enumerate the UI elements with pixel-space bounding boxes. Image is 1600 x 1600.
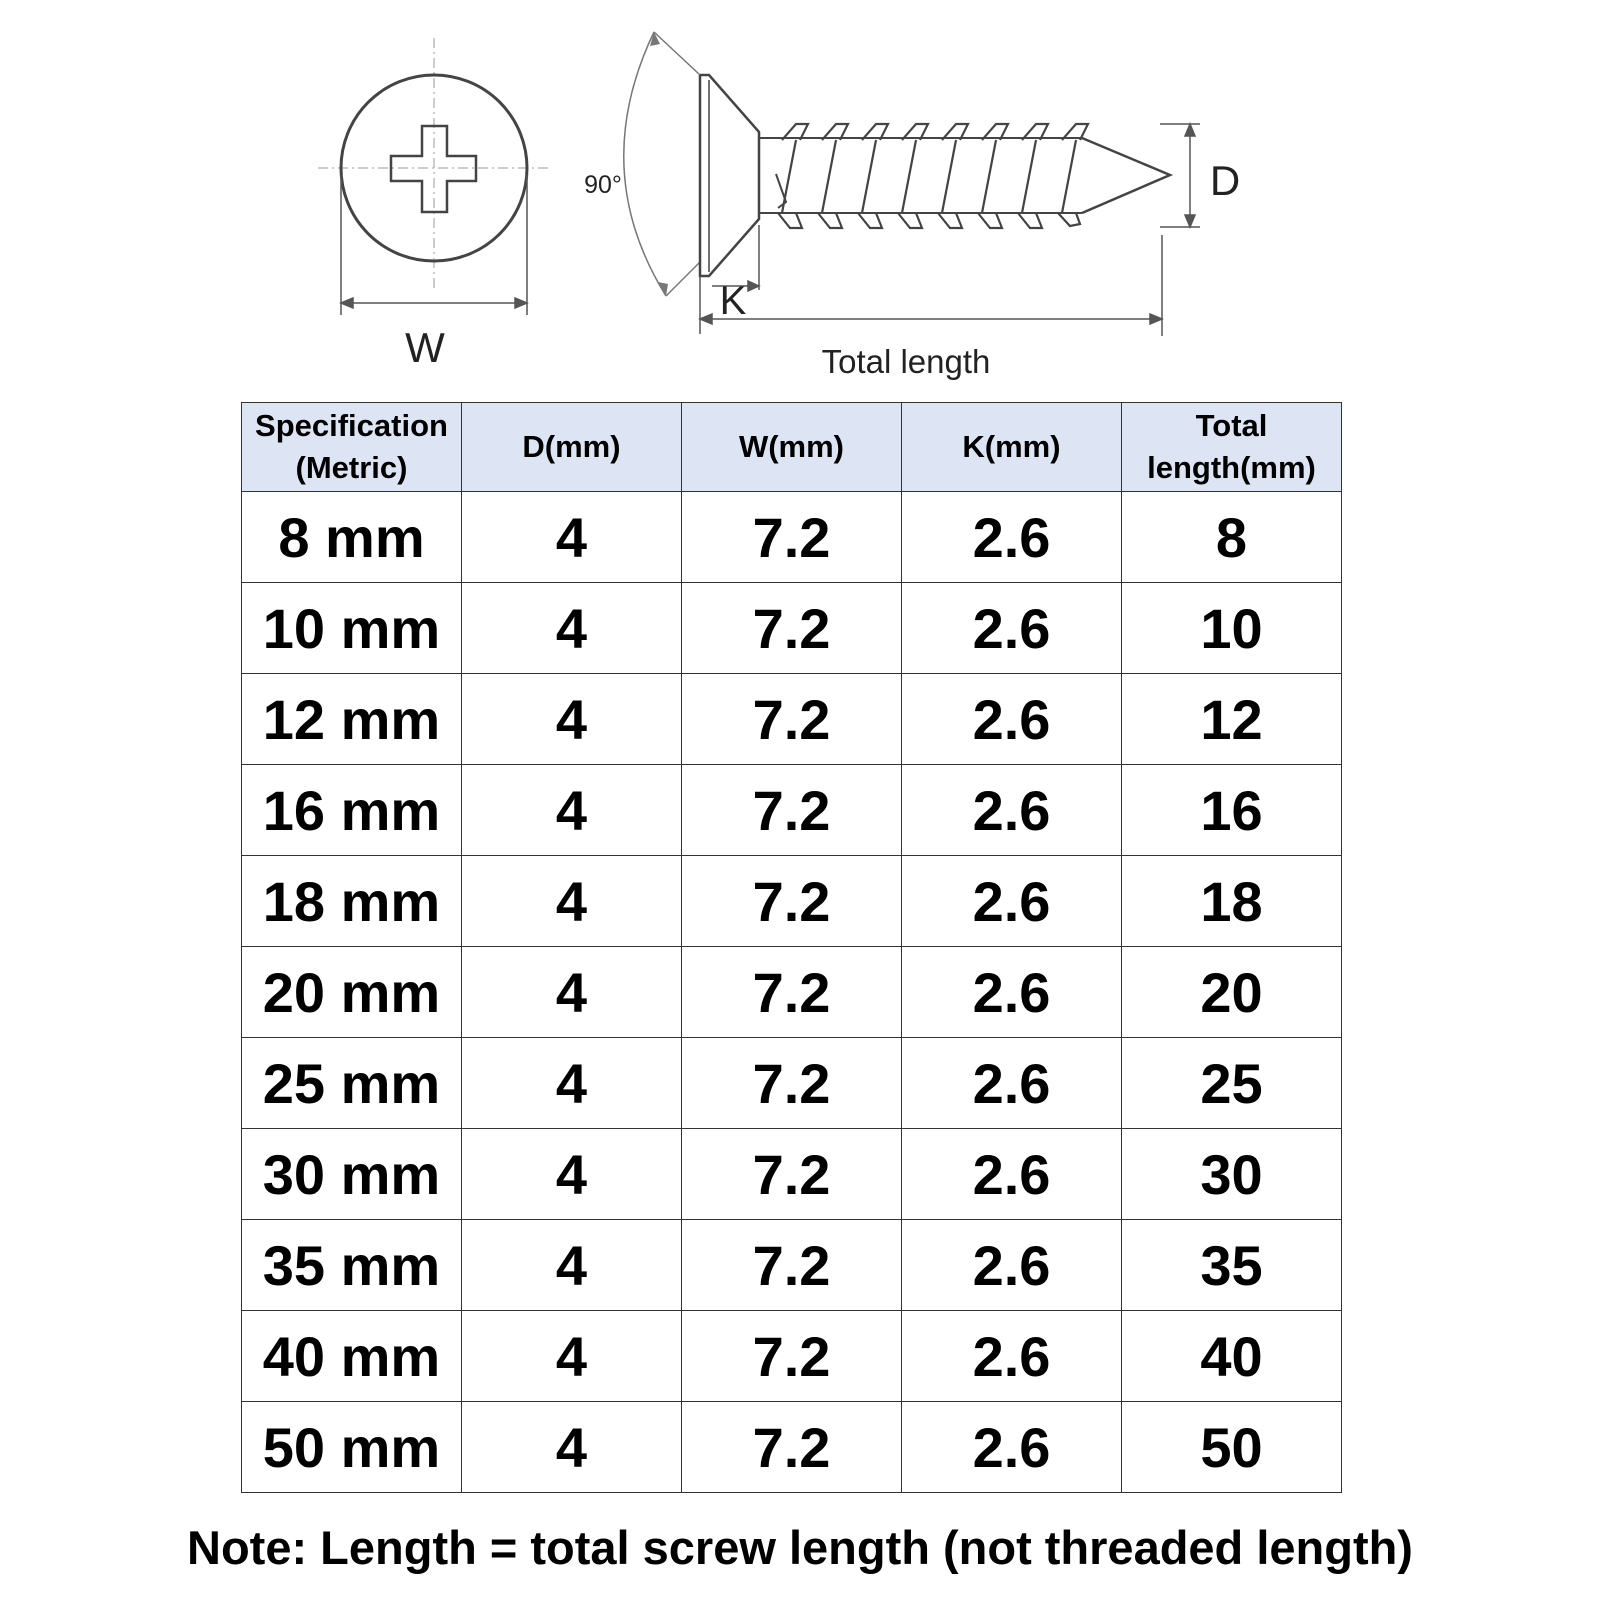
header-text: K(mm) xyxy=(962,429,1061,464)
k-cell: 2.6 xyxy=(902,1311,1122,1402)
k-cell: 2.6 xyxy=(902,1038,1122,1129)
head-width-label: W xyxy=(405,324,445,371)
w-cell: 7.2 xyxy=(682,674,902,765)
k-cell: 2.6 xyxy=(902,1220,1122,1311)
total-length-cell: 30 xyxy=(1122,1129,1342,1220)
spec-cell: 8 mm xyxy=(242,492,462,583)
total-length-cell: 40 xyxy=(1122,1311,1342,1402)
head-height-label: K xyxy=(719,279,747,323)
w-cell: 7.2 xyxy=(682,1402,902,1493)
header-row xyxy=(242,403,1342,492)
table-row xyxy=(242,1129,1342,1220)
total-length-cell: 18 xyxy=(1122,856,1342,947)
d-cell: 4 xyxy=(462,1311,682,1402)
header-specification xyxy=(242,403,462,492)
d-cell: 4 xyxy=(462,583,682,674)
w-cell: 7.2 xyxy=(682,1129,902,1220)
header-text: Total xyxy=(1195,408,1268,443)
total-length-cell: 10 xyxy=(1122,583,1342,674)
total-length-dimension xyxy=(700,235,1162,336)
spec-cell: 40 mm xyxy=(242,1311,462,1402)
table-row xyxy=(242,1220,1342,1311)
d-cell: 4 xyxy=(462,492,682,583)
header-w xyxy=(682,403,902,492)
header-text: D(mm) xyxy=(522,429,621,464)
spec-cell: 50 mm xyxy=(242,1402,462,1493)
header-text: (Metric) xyxy=(295,450,408,485)
k-cell: 2.6 xyxy=(902,856,1122,947)
table-body xyxy=(242,492,1342,1493)
header-text: Specification xyxy=(255,408,448,443)
d-cell: 4 xyxy=(462,1402,682,1493)
d-cell: 4 xyxy=(462,674,682,765)
w-cell: 7.2 xyxy=(682,1038,902,1129)
total-length-cell: 8 xyxy=(1122,492,1342,583)
d-cell: 4 xyxy=(462,1129,682,1220)
w-cell: 7.2 xyxy=(682,856,902,947)
table-row xyxy=(242,1402,1342,1493)
w-cell: 7.2 xyxy=(682,1220,902,1311)
spec-cell: 20 mm xyxy=(242,947,462,1038)
k-cell: 2.6 xyxy=(902,765,1122,856)
header-text: length(mm) xyxy=(1147,450,1316,485)
length-note: Note: Length = total screw length (not threaded length) xyxy=(187,1521,1413,1574)
total-length-label: Total length xyxy=(821,343,991,380)
spec-cell: 30 mm xyxy=(242,1129,462,1220)
total-length-cell: 20 xyxy=(1122,947,1342,1038)
table-row xyxy=(242,583,1342,674)
table-header xyxy=(242,403,1342,492)
total-length-cell: 12 xyxy=(1122,674,1342,765)
k-cell: 2.6 xyxy=(902,674,1122,765)
d-cell: 4 xyxy=(462,1220,682,1311)
d-cell: 4 xyxy=(462,765,682,856)
angle-label: 90° xyxy=(584,171,622,199)
w-cell: 7.2 xyxy=(682,947,902,1038)
k-cell: 2.6 xyxy=(902,492,1122,583)
k-cell: 2.6 xyxy=(902,583,1122,674)
k-cell: 2.6 xyxy=(902,1129,1122,1220)
k-cell: 2.6 xyxy=(902,947,1122,1038)
total-length-cell: 16 xyxy=(1122,765,1342,856)
table-row xyxy=(242,492,1342,583)
total-length-cell: 50 xyxy=(1122,1402,1342,1493)
table-row xyxy=(242,856,1342,947)
d-cell: 4 xyxy=(462,856,682,947)
total-length-cell: 35 xyxy=(1122,1220,1342,1311)
w-cell: 7.2 xyxy=(682,492,902,583)
total-length-cell: 25 xyxy=(1122,1038,1342,1129)
screw-side-view xyxy=(624,32,1170,296)
d-cell: 4 xyxy=(462,947,682,1038)
d-cell: 4 xyxy=(462,1038,682,1129)
w-cell: 7.2 xyxy=(682,1311,902,1402)
table-row xyxy=(242,765,1342,856)
spec-cell: 18 mm xyxy=(242,856,462,947)
specification-table xyxy=(241,402,1342,1493)
diameter-label: D xyxy=(1209,157,1241,204)
spec-cell: 35 mm xyxy=(242,1220,462,1311)
k-cell: 2.6 xyxy=(902,1402,1122,1493)
table-row xyxy=(242,947,1342,1038)
w-cell: 7.2 xyxy=(682,583,902,674)
table-row xyxy=(242,674,1342,765)
header-text: W(mm) xyxy=(738,429,845,464)
spec-cell: 10 mm xyxy=(242,583,462,674)
screw-head-top-view xyxy=(318,38,548,292)
w-cell: 7.2 xyxy=(682,765,902,856)
spec-cell: 12 mm xyxy=(242,674,462,765)
header-d xyxy=(462,403,682,492)
header-k xyxy=(902,403,1122,492)
header-total-length xyxy=(1122,403,1342,492)
screw-dimension-diagram xyxy=(0,0,1600,400)
table-row xyxy=(242,1311,1342,1402)
table-row xyxy=(242,1038,1342,1129)
spec-cell: 16 mm xyxy=(242,765,462,856)
spec-cell: 25 mm xyxy=(242,1038,462,1129)
